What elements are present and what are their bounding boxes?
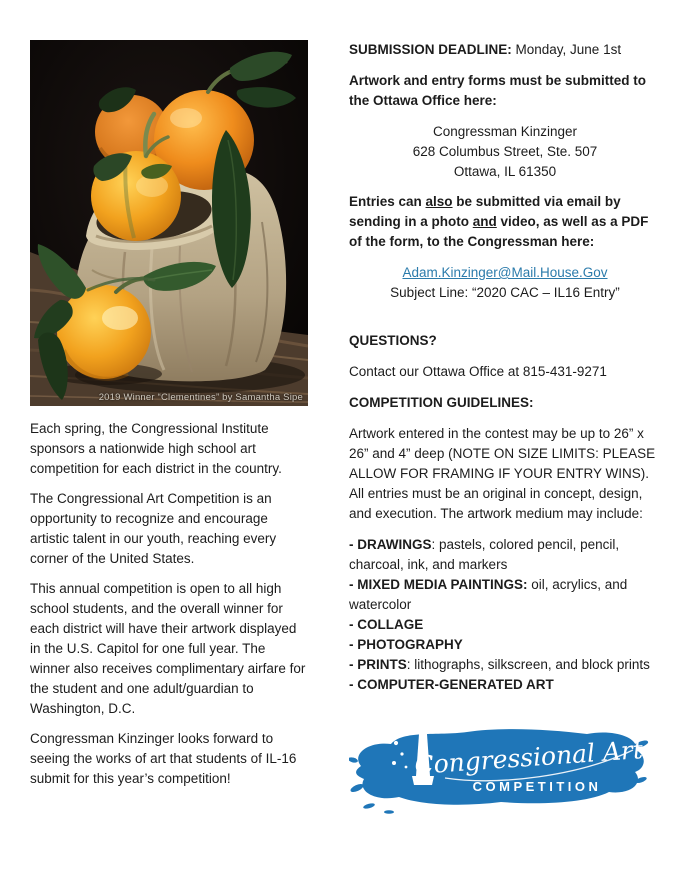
email-note-part2: be submitted via email by sending in a photo (349, 194, 621, 229)
medium-mixed-media (349, 575, 661, 615)
medium-label: - COLLAGE (349, 617, 424, 632)
medium-label: - PHOTOGRAPHY (349, 637, 463, 652)
medium-detail: oil, acrylics, and watercolor (349, 577, 628, 612)
email-note-underline1: also (425, 194, 453, 209)
medium-label: - MIXED MEDIA PAINTINGS: (349, 577, 528, 592)
medium-photography (349, 635, 661, 655)
logo-container (349, 718, 661, 820)
questions-heading: QUESTIONS? (349, 333, 437, 348)
medium-detail: : lithographs, silkscreen, and block prints (406, 657, 650, 672)
questions-contact: Contact our Ottawa Office at 815-431-9271 (349, 364, 607, 379)
submission-deadline-value: Monday, June 1st (511, 42, 622, 57)
medium-detail: : pastels, colored pencil, pencil, charcoal, ink, and markers (349, 537, 620, 572)
submission-deadline-line (349, 40, 661, 60)
logo-script-text: Congressional Art (413, 735, 644, 780)
intro-text (30, 419, 308, 789)
clementines-painting-image (30, 40, 308, 406)
medium-label: - COMPUTER-GENERATED ART (349, 677, 554, 692)
intro-paragraph-3: This annual competition is open to all high school students, and the overall winner for each district will have their artwork displayed in the U.S. Capitol for one full year. The winner also receives complimentary airfare for the student and one adult/guardian to Washington, D.C. (30, 581, 306, 716)
address-line-city: Ottawa, IL 61350 (453, 164, 557, 179)
congressman-email-link[interactable]: Adam.Kinzinger@Mail.House.Gov (402, 265, 608, 280)
left-column (30, 40, 308, 799)
email-submission-note (349, 192, 661, 252)
medium-drawings (349, 535, 661, 575)
guidelines-heading: COMPETITION GUIDELINES: (349, 395, 534, 410)
winner-artwork-figure (30, 40, 308, 406)
medium-computer-art (349, 675, 661, 695)
submission-deadline-label: SUBMISSION DEADLINE: (349, 42, 512, 57)
email-note-part3: video, as well as a PDF of the form, to the Congressman here: (349, 214, 649, 249)
logo-competition-text: COMPETITION (472, 779, 602, 794)
guidelines-body: Artwork entered in the contest may be up to 26” x 26” and 4” deep (NOTE ON SIZE LIMITS: PLEASE ALLOW FOR FRAMING IF YOUR ENTRY WINS). All entries must be an original in concept, design, and execution. The artwork medium may include: (349, 426, 656, 521)
right-column (349, 40, 661, 820)
medium-label: - PRINTS (349, 657, 407, 672)
address-line-name: Congressman Kinzinger (432, 124, 578, 139)
address-line-street: 628 Columbus Street, Ste. 507 (412, 144, 598, 159)
email-note-underline2: and (472, 214, 497, 229)
email-link-block (349, 263, 661, 303)
intro-paragraph-2: The Congressional Art Competition is an opportunity to recognize and encourage artistic talent in our youth, reaching every corner of the United States. (30, 491, 277, 566)
medium-prints (349, 655, 661, 675)
subject-line: Subject Line: “2020 CAC – IL16 Entry” (390, 285, 620, 300)
office-address (349, 122, 661, 182)
office-submission-intro: Artwork and entry forms must be submitted to the Ottawa Office here: (349, 73, 647, 108)
email-note-part1: Entries can (349, 194, 426, 209)
medium-list (349, 535, 661, 695)
intro-paragraph-1: Each spring, the Congressional Institute sponsors a nationwide high school art competition for each district in the country. (30, 421, 282, 476)
artwork-caption: 2019 Winner “Clementines” by Samantha Sipe (98, 392, 303, 403)
medium-collage (349, 615, 661, 635)
medium-label: - DRAWINGS (349, 537, 432, 552)
congressional-art-competition-logo (349, 718, 649, 820)
intro-paragraph-4: Congressman Kinzinger looks forward to seeing the works of art that students of IL-16 submit for this year’s competition! (30, 731, 297, 786)
